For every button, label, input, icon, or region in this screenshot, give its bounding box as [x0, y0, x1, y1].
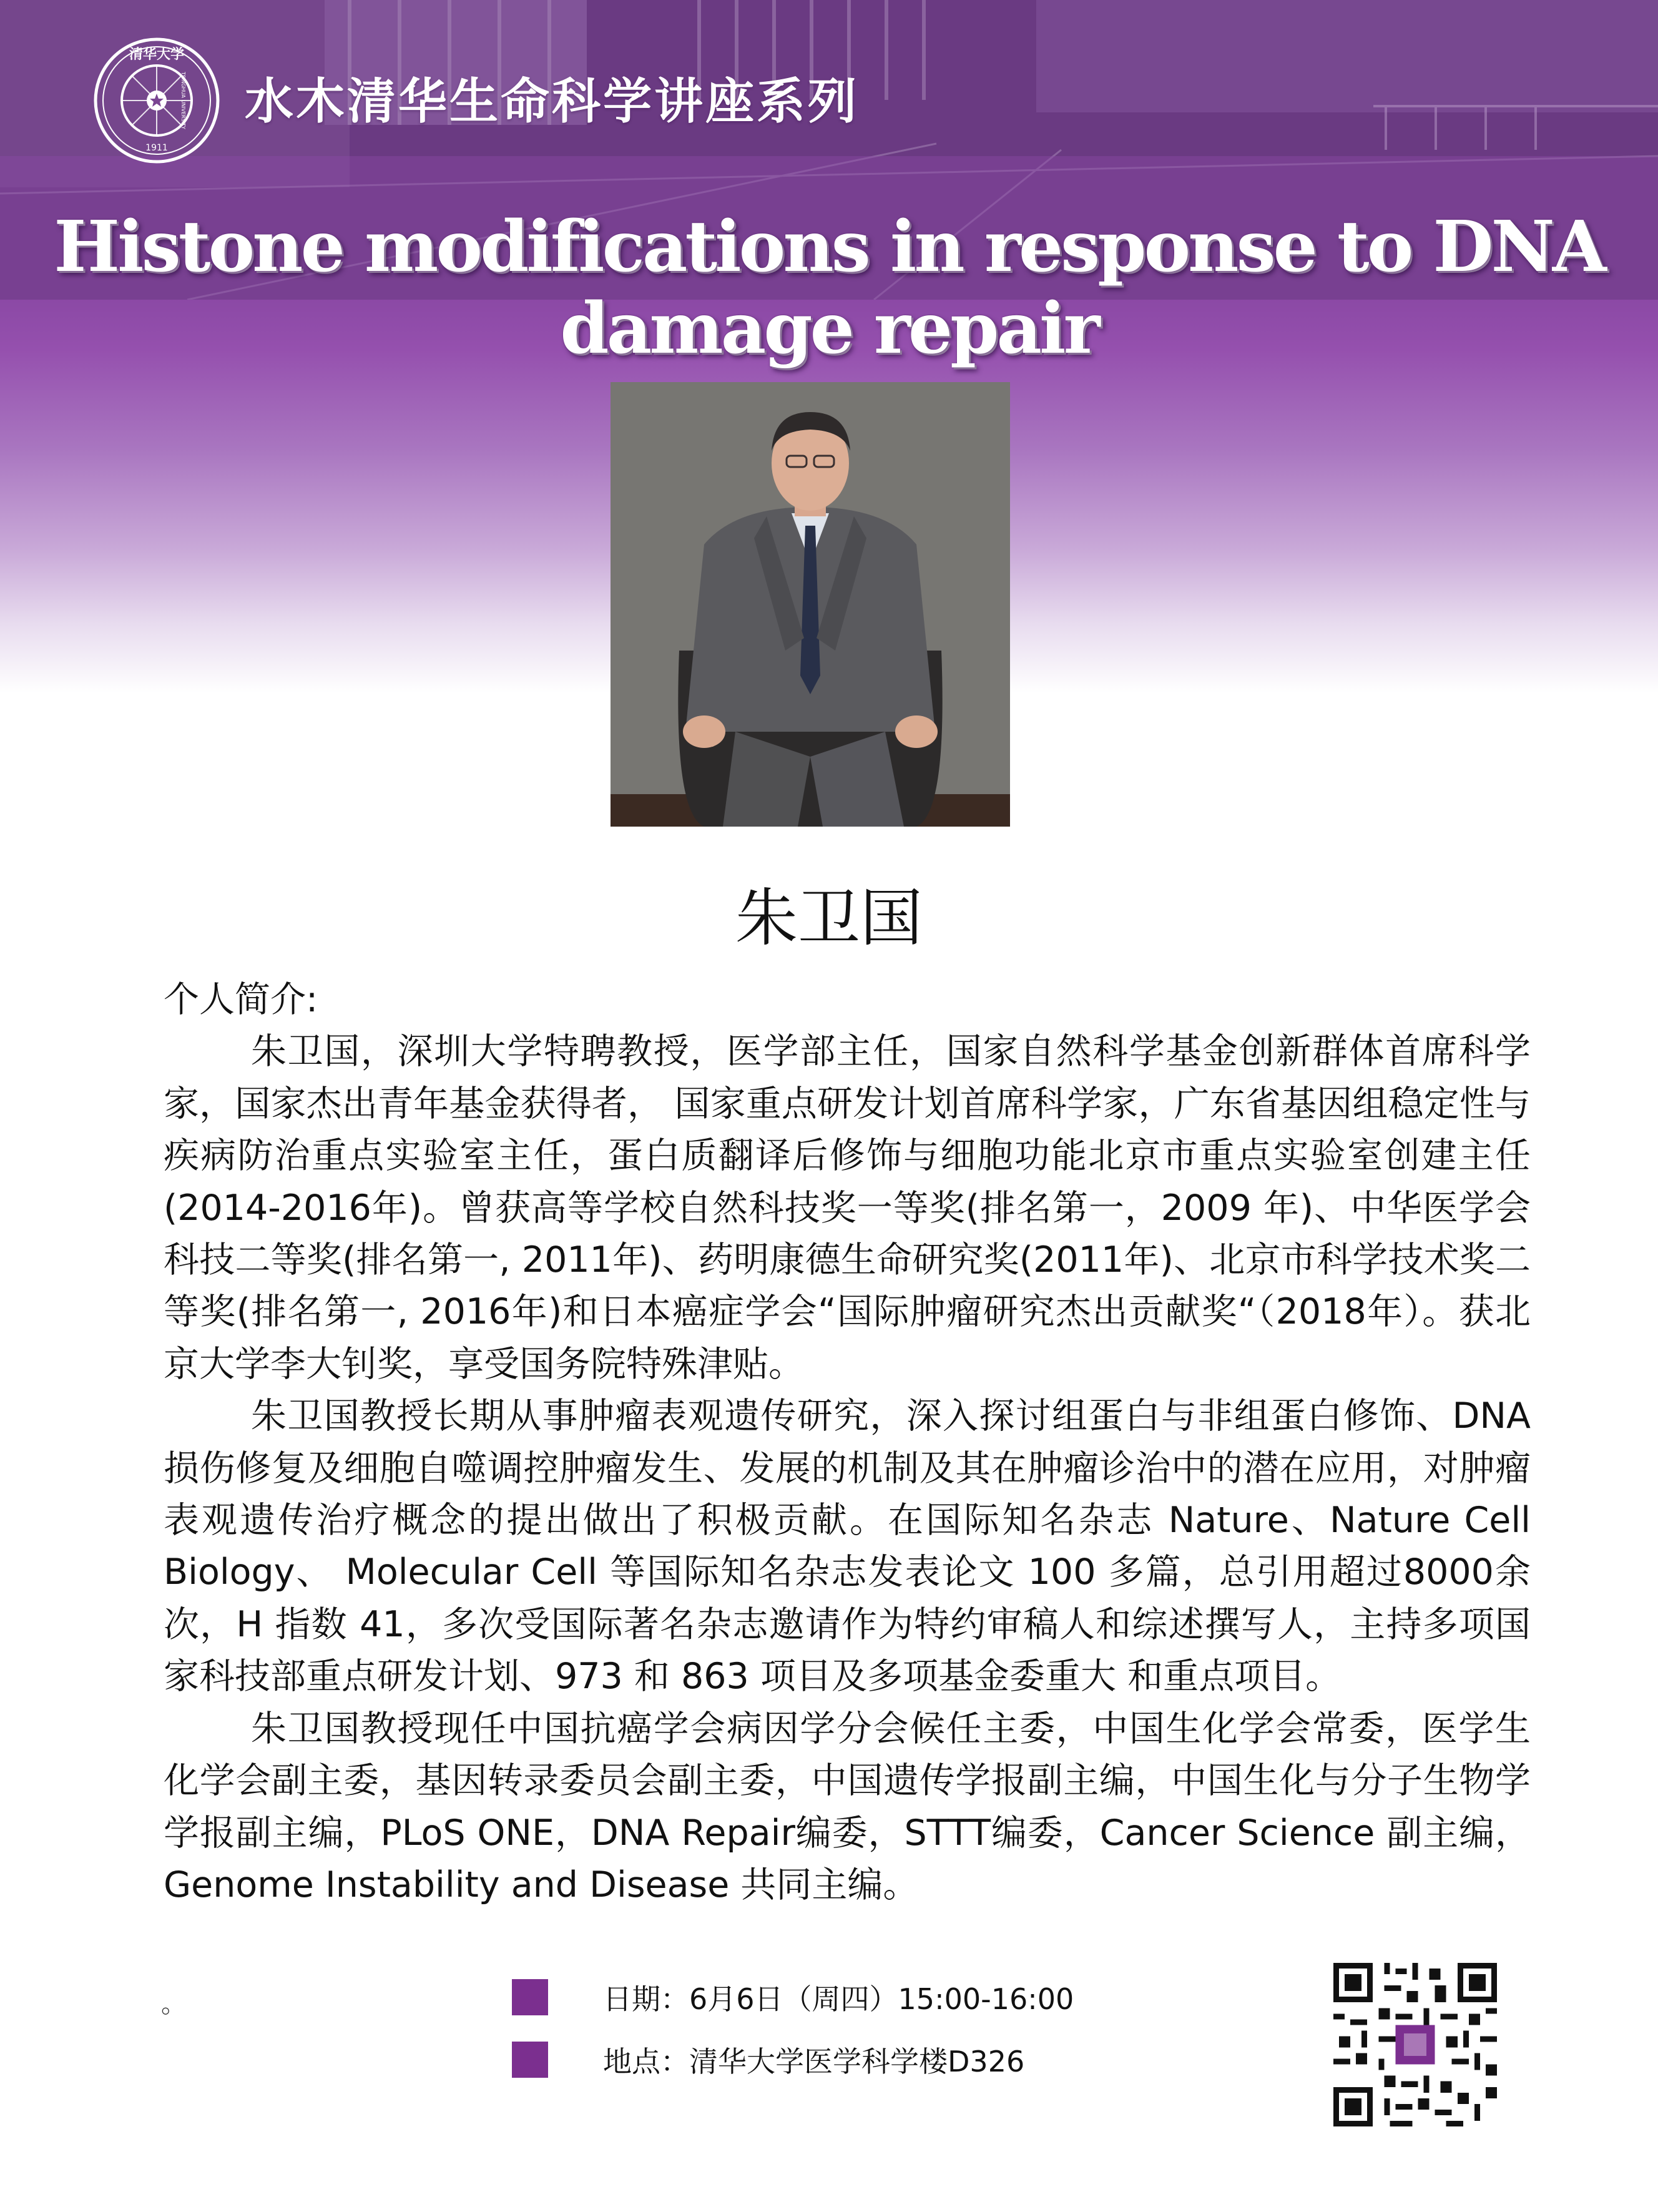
series-title: 水木清华生命科学讲座系列 — [245, 74, 860, 130]
speaker-name: 朱卫国 — [735, 882, 923, 955]
bio-paragraph-1: 朱卫国，深圳大学特聘教授，医学部主任，国家自然科学基金创新群体首席科学家，国家杰出青年基金获得者， 国家重点研发计划首席科学家，广东省基因组稳定性与疾病防治重点实验室主任，蛋白质翻译后修饰与细胞功能北京市重点实验室创建主任(2014-2016年)。曾获高等学校自然科技奖一等奖(排名第一，2009 年)、中华医学会科技二等奖(排名第一, 2011年)、药明康德生命研究奖(2011年)、北京市科学技术奖二等奖(排名第一, 2016年)和日本癌症学会“国际肿瘤研究杰出贡献奖“（2018年）。获北京大学李大钊奖，享受国务院特殊津贴。 — [164, 1031, 1531, 1385]
seal-name-cn: 清华大学 — [129, 47, 185, 62]
tsinghua-seal-logo — [92, 36, 221, 165]
qr-code-icon[interactable] — [1333, 1963, 1497, 2126]
bio-paragraph-2: 朱卫国教授长期从事肿瘤表观遗传研究，深入探讨组蛋白与非组蛋白修饰、DNA 损伤修复及细胞自噬调控肿瘤发生、发展的机制及其在肿瘤诊治中的潜在应用，对肿瘤表观遗传治疗概念的提出做出了积极贡献。在国际知名杂志 Nature、Nature Cell Biology、 Molecular Cell 等国际知名杂志发表论文 100 多篇，总引用超过8000余次，H 指数 41，多次受国际著名杂志邀请作为特约审稿人和综述撰写人，主持多项国家科技部重点研发计划、973 和 863 项目及多项基金委重大 和重点项目。 — [164, 1395, 1531, 1698]
location-row — [512, 2040, 1024, 2079]
bio-section — [164, 974, 1531, 1911]
speaker-portrait — [611, 382, 1010, 827]
seal-name-en: TSINGHUA UNIVERSITY — [180, 72, 186, 129]
footer-dot: 。 — [161, 1990, 186, 2018]
square-bullet-icon — [512, 1979, 548, 2015]
lecture-title: Histone modifications in response to DNA damage repair — [54, 206, 1604, 370]
date-row — [512, 1978, 1074, 2017]
seal-year: 1911 — [145, 143, 168, 153]
bio-paragraph-3: 朱卫国教授现任中国抗癌学会病因学分会候任主委，中国生化学会常委，医学生化学会副主委，基因转录委员会副主委，中国遗传学报副主编，中国生化与分子生物学学报副主编，PLoS ONE，DNA Repair编委，STTT编委，Cancer Science 副主编，Genome Instability and Disease 共同主编。 — [164, 1708, 1531, 1905]
square-bullet-icon — [512, 2042, 548, 2078]
event-date: 日期：6月6日（周四）15:00-16:00 — [603, 1982, 1074, 2016]
event-location: 地点：清华大学医学科学楼D326 — [603, 2045, 1025, 2078]
bio-heading: 个人简介: — [164, 979, 318, 1020]
